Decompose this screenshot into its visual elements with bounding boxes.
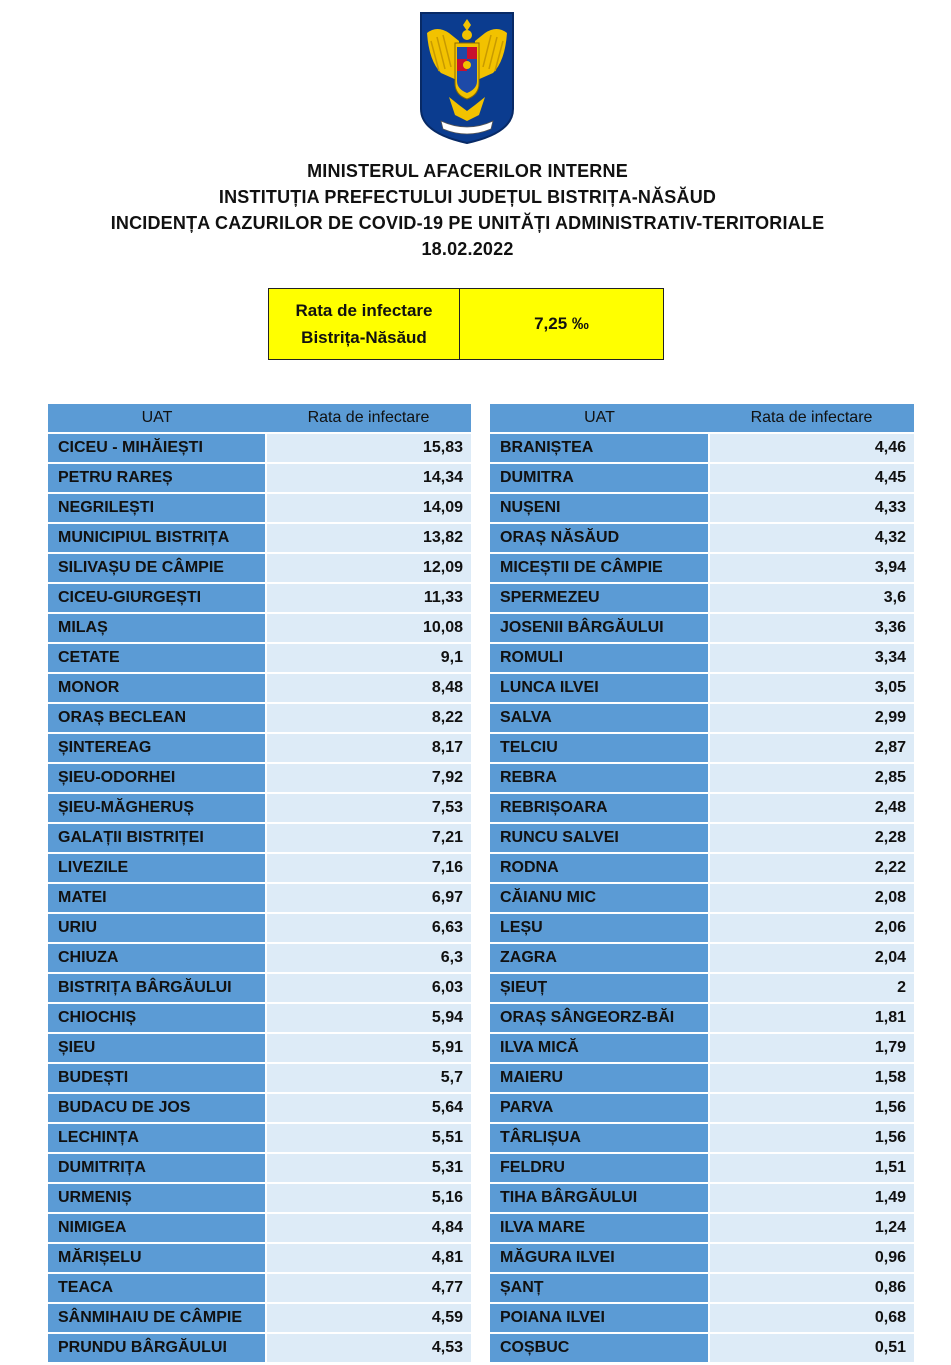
table-row xyxy=(490,493,914,523)
uat-name-cell: MUNICIPIUL BISTRIȚA xyxy=(48,523,266,553)
table-row xyxy=(490,1123,914,1153)
infection-rate-cell: 14,09 xyxy=(266,493,471,523)
table-row xyxy=(490,1273,914,1303)
table-row xyxy=(48,433,471,463)
uat-name-cell: ORAȘ NĂSĂUD xyxy=(490,523,709,553)
table-row xyxy=(490,913,914,943)
uat-name-cell: ȘANȚ xyxy=(490,1273,709,1303)
uat-name-cell: CETATE xyxy=(48,643,266,673)
uat-name-cell: BUDACU DE JOS xyxy=(48,1093,266,1123)
uat-name-cell: REBRA xyxy=(490,763,709,793)
table-row xyxy=(48,943,471,973)
infection-rate-cell: 1,49 xyxy=(709,1183,914,1213)
infection-rate-cell: 4,81 xyxy=(266,1243,471,1273)
infection-rate-cell: 4,53 xyxy=(266,1333,471,1363)
infection-rate-cell: 0,68 xyxy=(709,1303,914,1333)
infection-rate-cell: 6,03 xyxy=(266,973,471,1003)
uat-name-cell: BRANIȘTEA xyxy=(490,433,709,463)
table-row xyxy=(48,1153,471,1183)
infection-rate-cell: 5,16 xyxy=(266,1183,471,1213)
table-row xyxy=(490,1333,914,1363)
infection-rate-cell: 1,24 xyxy=(709,1213,914,1243)
uat-name-cell: ILVA MARE xyxy=(490,1213,709,1243)
table-row xyxy=(48,523,471,553)
table-row xyxy=(48,493,471,523)
uat-name-cell: MILAȘ xyxy=(48,613,266,643)
infection-rate-cell: 4,46 xyxy=(709,433,914,463)
infection-rate-cell: 3,34 xyxy=(709,643,914,673)
infection-rate-cell: 12,09 xyxy=(266,553,471,583)
infection-rate-cell: 8,22 xyxy=(266,703,471,733)
infection-rate-cell: 1,58 xyxy=(709,1063,914,1093)
table-row xyxy=(48,463,471,493)
infection-rate-cell: 2,48 xyxy=(709,793,914,823)
table-row xyxy=(48,1243,471,1273)
uat-name-cell: ILVA MICĂ xyxy=(490,1033,709,1063)
infection-rate-cell: 8,48 xyxy=(266,673,471,703)
table-row xyxy=(490,853,914,883)
table-row xyxy=(48,763,471,793)
uat-name-cell: BISTRIȚA BÂRGĂULUI xyxy=(48,973,266,1003)
uat-name-cell: SALVA xyxy=(490,703,709,733)
table-row xyxy=(490,613,914,643)
infection-rate-cell: 5,94 xyxy=(266,1003,471,1033)
infection-rate-cell: 4,32 xyxy=(709,523,914,553)
infection-rate-cell: 3,36 xyxy=(709,613,914,643)
uat-name-cell: ȘIEU-ODORHEI xyxy=(48,763,266,793)
uat-name-cell: CICEU-GIURGEȘTI xyxy=(48,583,266,613)
uat-name-cell: ORAȘ BECLEAN xyxy=(48,703,266,733)
uat-name-cell: LEȘU xyxy=(490,913,709,943)
infection-rate-cell: 1,81 xyxy=(709,1003,914,1033)
infection-rate-cell: 7,16 xyxy=(266,853,471,883)
column-header-rate: Rata de infectare xyxy=(266,404,471,433)
uat-name-cell: MĂGURA ILVEI xyxy=(490,1243,709,1273)
table-row xyxy=(48,733,471,763)
rate-label-line2: Bistrița-Năsăud xyxy=(301,328,427,347)
uat-name-cell: SÂNMIHAIU DE CÂMPIE xyxy=(48,1303,266,1333)
infection-rate-cell: 14,34 xyxy=(266,463,471,493)
infection-rate-cell: 2,85 xyxy=(709,763,914,793)
table-row xyxy=(48,1063,471,1093)
uat-name-cell: SPERMEZEU xyxy=(490,583,709,613)
table-row xyxy=(490,1213,914,1243)
county-rate-value: 7,25 ‰ xyxy=(534,314,589,333)
infection-rate-cell: 5,31 xyxy=(266,1153,471,1183)
table-row xyxy=(490,973,914,1003)
infection-rate-cell: 6,97 xyxy=(266,883,471,913)
uat-name-cell: TEACA xyxy=(48,1273,266,1303)
uat-name-cell: NIMIGEA xyxy=(48,1213,266,1243)
uat-name-cell: FELDRU xyxy=(490,1153,709,1183)
uat-name-cell: CHIOCHIȘ xyxy=(48,1003,266,1033)
infection-rate-cell: 4,33 xyxy=(709,493,914,523)
uat-name-cell: BUDEȘTI xyxy=(48,1063,266,1093)
infection-rate-cell: 5,51 xyxy=(266,1123,471,1153)
table-row xyxy=(490,1003,914,1033)
table-body xyxy=(490,433,914,1363)
table-row xyxy=(48,913,471,943)
table-row xyxy=(490,823,914,853)
table-row xyxy=(48,583,471,613)
infection-rate-cell: 2,99 xyxy=(709,703,914,733)
uat-name-cell: MATEI xyxy=(48,883,266,913)
table-row xyxy=(48,883,471,913)
uat-table-right xyxy=(490,404,914,1364)
romania-coat-of-arms-icon xyxy=(419,11,515,145)
table-row xyxy=(490,1063,914,1093)
infection-rate-cell: 0,86 xyxy=(709,1273,914,1303)
infection-rate-cell: 9,1 xyxy=(266,643,471,673)
table-row xyxy=(490,1183,914,1213)
heading-date: 18.02.2022 xyxy=(421,239,514,259)
uat-name-cell: CĂIANU MIC xyxy=(490,883,709,913)
infection-rate-cell: 1,79 xyxy=(709,1033,914,1063)
table-row xyxy=(48,613,471,643)
uat-name-cell: LECHINȚA xyxy=(48,1123,266,1153)
table-header-row xyxy=(48,404,471,433)
table-row xyxy=(48,793,471,823)
uat-name-cell: RUNCU SALVEI xyxy=(490,823,709,853)
uat-name-cell: RODNA xyxy=(490,853,709,883)
uat-name-cell: SILIVAȘU DE CÂMPIE xyxy=(48,553,266,583)
table-row xyxy=(490,1033,914,1063)
table-row xyxy=(48,1303,471,1333)
uat-name-cell: CHIUZA xyxy=(48,943,266,973)
table-row xyxy=(48,1093,471,1123)
uat-name-cell: PARVA xyxy=(490,1093,709,1123)
uat-name-cell: GALAȚII BISTRIȚEI xyxy=(48,823,266,853)
table-row xyxy=(48,553,471,583)
county-infection-rate-box xyxy=(268,288,664,360)
uat-name-cell: REBRIȘOARA xyxy=(490,793,709,823)
table-row xyxy=(48,853,471,883)
infection-rate-cell: 4,84 xyxy=(266,1213,471,1243)
infection-rate-cell: 13,82 xyxy=(266,523,471,553)
infection-rate-cell: 5,7 xyxy=(266,1063,471,1093)
uat-name-cell: DUMITRA xyxy=(490,463,709,493)
table-row xyxy=(490,523,914,553)
infection-rate-cell: 3,6 xyxy=(709,583,914,613)
table-row xyxy=(48,1333,471,1363)
infection-rate-cell: 1,51 xyxy=(709,1153,914,1183)
heading-ministry: MINISTERUL AFACERILOR INTERNE xyxy=(307,161,628,181)
uat-name-cell: MĂRIȘELU xyxy=(48,1243,266,1273)
infection-rate-cell: 11,33 xyxy=(266,583,471,613)
uat-name-cell: COȘBUC xyxy=(490,1333,709,1363)
uat-name-cell: ȘIEUȚ xyxy=(490,973,709,1003)
table-row xyxy=(48,643,471,673)
infection-rate-cell: 2,06 xyxy=(709,913,914,943)
heading-institution: INSTITUȚIA PREFECTULUI JUDEȚUL BISTRIȚA-NĂSĂUD xyxy=(218,187,717,207)
uat-name-cell: MICEȘTII DE CÂMPIE xyxy=(490,553,709,583)
table-row xyxy=(490,553,914,583)
rate-label-line1: Rata de infectare xyxy=(295,301,433,320)
uat-name-cell: URIU xyxy=(48,913,266,943)
infection-rate-cell: 2,08 xyxy=(709,883,914,913)
table-row xyxy=(48,673,471,703)
table-body xyxy=(48,433,471,1363)
uat-name-cell: NUȘENI xyxy=(490,493,709,523)
uat-name-cell: DUMITRIȚA xyxy=(48,1153,266,1183)
county-rate-label xyxy=(269,289,460,359)
uat-name-cell: CICEU - MIHĂIEȘTI xyxy=(48,433,266,463)
table-row xyxy=(490,1093,914,1123)
table-row xyxy=(490,1243,914,1273)
uat-name-cell: MONOR xyxy=(48,673,266,703)
table-row xyxy=(490,793,914,823)
table-row xyxy=(48,1213,471,1243)
heading-report-title: INCIDENȚA CAZURILOR DE COVID-19 PE UNITĂȚI ADMINISTRATIV-TERITORIALE xyxy=(110,213,825,233)
table-header-row xyxy=(490,404,914,433)
uat-name-cell: JOSENII BÂRGĂULUI xyxy=(490,613,709,643)
infection-rate-cell: 7,53 xyxy=(266,793,471,823)
infection-rate-cell: 8,17 xyxy=(266,733,471,763)
table-row xyxy=(48,823,471,853)
table-row xyxy=(490,883,914,913)
table-row xyxy=(490,673,914,703)
uat-name-cell: ZAGRA xyxy=(490,943,709,973)
table-row xyxy=(490,733,914,763)
infection-rate-cell: 4,59 xyxy=(266,1303,471,1333)
table-row xyxy=(48,1273,471,1303)
infection-rate-cell: 5,64 xyxy=(266,1093,471,1123)
infection-rate-cell: 2,04 xyxy=(709,943,914,973)
table-row xyxy=(48,973,471,1003)
column-header-uat: UAT xyxy=(490,404,709,433)
table-row xyxy=(490,463,914,493)
infection-rate-cell: 4,45 xyxy=(709,463,914,493)
infection-rate-cell: 6,63 xyxy=(266,913,471,943)
table-row xyxy=(490,433,914,463)
uat-name-cell: ȘIEU-MĂGHERUȘ xyxy=(48,793,266,823)
infection-rate-cell: 2,28 xyxy=(709,823,914,853)
uat-name-cell: TÂRLIȘUA xyxy=(490,1123,709,1153)
uat-name-cell: TIHA BÂRGĂULUI xyxy=(490,1183,709,1213)
table-row xyxy=(490,763,914,793)
uat-name-cell: PETRU RAREȘ xyxy=(48,463,266,493)
uat-name-cell: ȘIEU xyxy=(48,1033,266,1063)
infection-rate-cell: 6,3 xyxy=(266,943,471,973)
table-row xyxy=(48,1033,471,1063)
infection-rate-cell: 7,92 xyxy=(266,763,471,793)
infection-rate-cell: 5,91 xyxy=(266,1033,471,1063)
uat-name-cell: ORAȘ SÂNGEORZ-BĂI xyxy=(490,1003,709,1033)
uat-name-cell: MAIERU xyxy=(490,1063,709,1093)
table-row xyxy=(48,1003,471,1033)
uat-name-cell: TELCIU xyxy=(490,733,709,763)
infection-rate-cell: 1,56 xyxy=(709,1123,914,1153)
uat-table-left xyxy=(48,404,471,1364)
table-row xyxy=(490,643,914,673)
infection-rate-cell: 2,87 xyxy=(709,733,914,763)
infection-rate-cell: 0,96 xyxy=(709,1243,914,1273)
table-row xyxy=(490,583,914,613)
uat-name-cell: NEGRILEȘTI xyxy=(48,493,266,523)
table-row xyxy=(490,703,914,733)
column-header-rate: Rata de infectare xyxy=(709,404,914,433)
table-row xyxy=(48,703,471,733)
infection-rate-cell: 4,77 xyxy=(266,1273,471,1303)
infection-rate-cell: 15,83 xyxy=(266,433,471,463)
table-row xyxy=(48,1123,471,1153)
table-row xyxy=(490,1153,914,1183)
infection-rate-cell: 0,51 xyxy=(709,1333,914,1363)
infection-rate-cell: 3,05 xyxy=(709,673,914,703)
uat-name-cell: URMENIȘ xyxy=(48,1183,266,1213)
infection-rate-cell: 3,94 xyxy=(709,553,914,583)
uat-name-cell: LIVEZILE xyxy=(48,853,266,883)
uat-name-cell: ȘINTEREAG xyxy=(48,733,266,763)
infection-rate-cell: 2,22 xyxy=(709,853,914,883)
table-row xyxy=(490,943,914,973)
uat-name-cell: ROMULI xyxy=(490,643,709,673)
infection-rate-cell: 7,21 xyxy=(266,823,471,853)
document-heading xyxy=(0,158,935,262)
column-header-uat: UAT xyxy=(48,404,266,433)
uat-name-cell: PRUNDU BÂRGĂULUI xyxy=(48,1333,266,1363)
uat-name-cell: LUNCA ILVEI xyxy=(490,673,709,703)
infection-rate-cell: 1,56 xyxy=(709,1093,914,1123)
table-row xyxy=(48,1183,471,1213)
table-row xyxy=(490,1303,914,1333)
infection-rate-cell: 2 xyxy=(709,973,914,1003)
uat-name-cell: POIANA ILVEI xyxy=(490,1303,709,1333)
infection-rate-cell: 10,08 xyxy=(266,613,471,643)
